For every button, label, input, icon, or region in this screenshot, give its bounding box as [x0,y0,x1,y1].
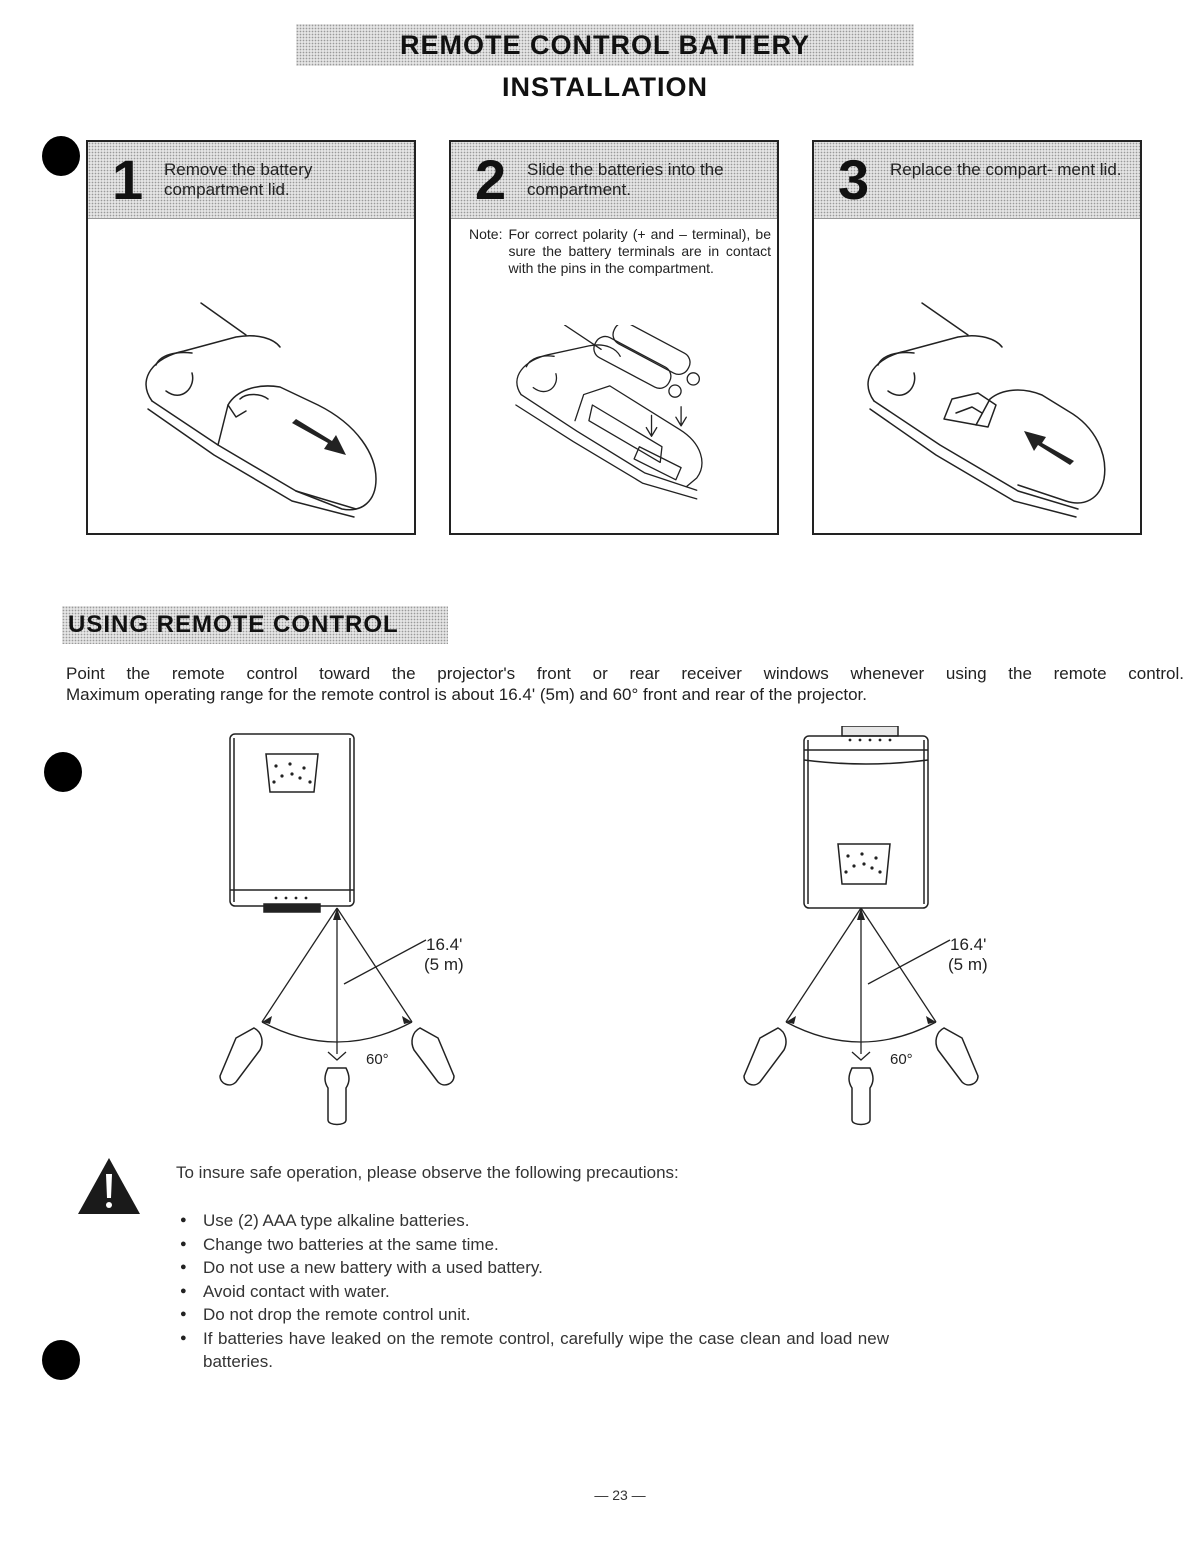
warning-icon [76,1156,142,1216]
rear-distance-label: 16.4' [950,935,987,954]
front-range-diagram [190,726,550,1136]
page-number: — 23 — [594,1487,646,1503]
insert-batteries-illustration [459,325,771,525]
remove-lid-illustration [96,295,408,525]
polarity-note [469,226,771,277]
rear-angle-label: 60° [890,1051,913,1068]
page-title: REMOTE CONTROL BATTERY INSTALLATION [296,24,914,66]
binder-hole [42,136,80,176]
rear-distance-metric-label: (5 m) [948,955,988,974]
precaution-item: ● Do not use a new battery with a used battery. [176,1256,896,1280]
step-2-number: 2 [475,148,507,211]
step-1-panel [86,140,416,535]
replace-lid-illustration [822,295,1134,525]
front-angle-label: 60° [366,1051,389,1068]
note-text: For correct polarity (+ and – terminal), be sure the battery terminals are in contact with the pins in the compartment. [508,226,771,276]
usage-line-1: Point the remote control toward the projector's front or rear receiver windows whenever using the remote control. [66,664,1184,683]
step-3-number: 3 [838,148,870,211]
usage-line-2: Maximum operating range for the remote control is about 16.4' (5m) and 60° front and rear of the projector. [66,685,867,704]
step-1-header [88,142,414,219]
precautions-intro: To insure safe operation, please observe the following precautions: [176,1163,679,1182]
binder-hole [44,752,82,792]
step-2-panel [449,140,779,535]
front-distance-label: 16.4' [426,935,463,954]
section-title: USING REMOTE CONTROL [62,606,448,644]
step-2-header [451,142,777,219]
precaution-item: ● Avoid contact with water. [176,1280,896,1304]
precaution-item: ● If batteries have leaked on the remote control, carefully wipe the case clean and load new batteries. [176,1327,889,1374]
precaution-item: ● Do not drop the remote control unit. [176,1303,896,1327]
rear-range-diagram [714,726,1074,1136]
step-3-panel [812,140,1142,535]
precaution-item: ● Change two batteries at the same time. [176,1233,896,1257]
step-1-instruction: Remove the battery compartment lid. [164,160,313,199]
binder-hole [42,1340,80,1380]
step-3-header [814,142,1140,219]
step-3-instruction: Replace the compart- ment lid. [890,160,1122,179]
precautions-list [176,1209,896,1374]
precaution-item: ● Use (2) AAA type alkaline batteries. [176,1209,896,1233]
step-1-number: 1 [112,148,144,211]
step-2-instruction: Slide the batteries into the compartment. [527,160,724,199]
front-distance-metric-label: (5 m) [424,955,464,974]
usage-description [66,663,1184,705]
note-label: Note: [469,226,503,242]
